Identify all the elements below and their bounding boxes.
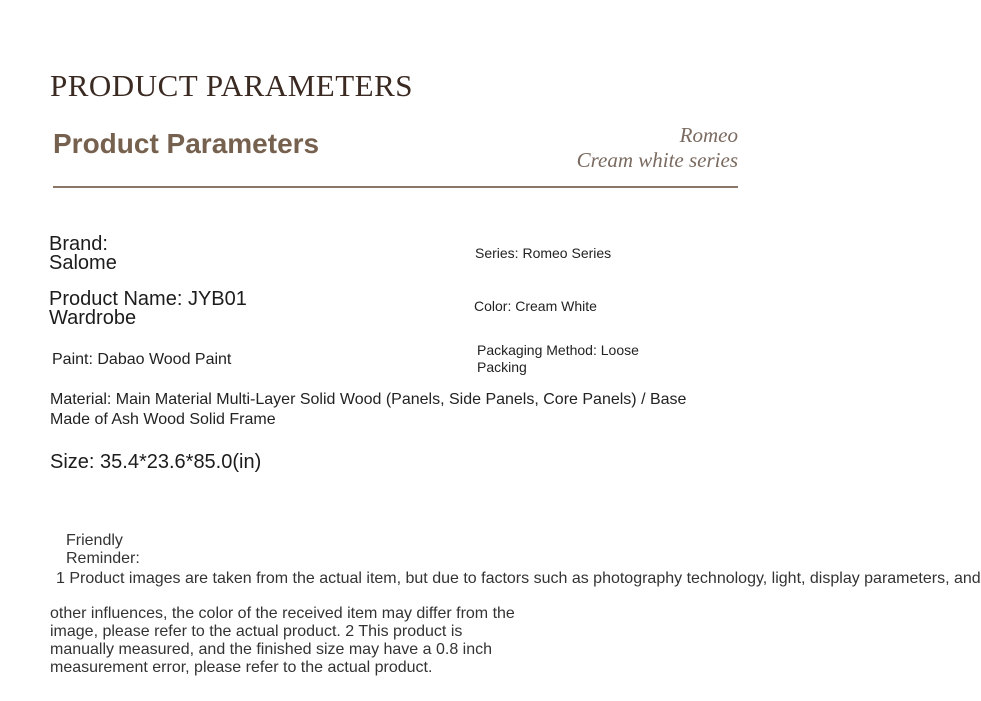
series-script-line1: Romeo xyxy=(679,123,738,147)
reminder-title-line1: Friendly xyxy=(66,532,123,549)
reminder-line1: 1 Product images are taken from the actual item, but due to factors such as photography technology, light, display parameters, and xyxy=(56,570,981,587)
series-script-title xyxy=(577,123,738,173)
reminder-title-line2: Reminder: xyxy=(66,550,140,567)
page-heading-bold: Product Parameters xyxy=(53,128,320,159)
page-heading-serif: PRODUCT PARAMETERS xyxy=(50,68,414,103)
param-packaging-line2: Packing xyxy=(477,359,527,375)
param-material-line2: Made of Ash Wood Solid Frame xyxy=(50,411,276,428)
reminder-title xyxy=(66,532,140,568)
param-size: Size: 35.4*23.6*85.0(in) xyxy=(50,451,262,473)
reminder-body xyxy=(50,605,515,677)
param-color: Color: Cream White xyxy=(474,298,597,314)
reminder-line4: manually measured, and the finished size may have a 0.8 inch xyxy=(50,641,493,658)
header-divider xyxy=(53,186,738,188)
param-product-name xyxy=(49,290,247,328)
param-series: Series: Romeo Series xyxy=(475,245,612,261)
param-packaging-line1: Packaging Method: Loose xyxy=(477,342,639,358)
series-script-line2: Cream white series xyxy=(576,148,738,172)
param-brand-value: Salome xyxy=(49,252,117,274)
param-brand xyxy=(49,235,117,273)
reminder-line5: measurement error, please refer to the actual product. xyxy=(50,659,433,676)
param-product-name-line1: Product Name: JYB01 xyxy=(49,288,247,310)
reminder-line2: other influences, the color of the received item may differ from the xyxy=(50,605,515,622)
param-packaging xyxy=(477,342,639,376)
param-paint: Paint: Dabao Wood Paint xyxy=(52,351,232,368)
reminder-line3: image, please refer to the actual product. 2 This product is xyxy=(50,623,463,640)
param-product-name-line2: Wardrobe xyxy=(49,307,137,329)
param-material-line1: Material: Main Material Multi-Layer Solid Wood (Panels, Side Panels, Core Panels) / Base xyxy=(50,391,687,408)
param-brand-label: Brand: xyxy=(49,233,108,255)
param-material xyxy=(50,390,686,430)
